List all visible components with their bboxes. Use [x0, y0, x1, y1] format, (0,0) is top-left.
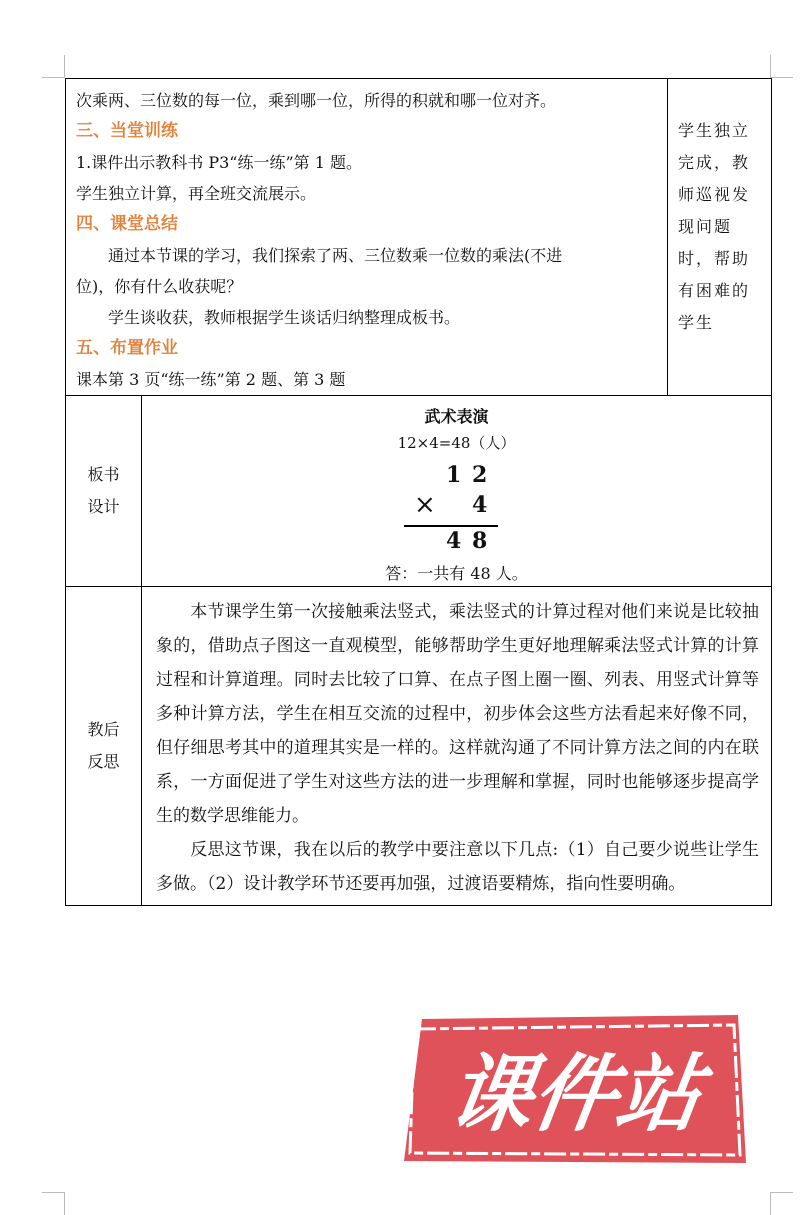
digit-multiplier: 4	[472, 492, 488, 518]
section-heading-practice: 三、当堂训练	[76, 121, 178, 141]
stamp-text: 课件站	[442, 1045, 708, 1143]
page-corner-mark	[42, 1192, 65, 1215]
text-line: 通过本节课的学习，我们探索了两、三位数乘一位数的乘法(不进	[108, 246, 563, 265]
note-line: 现问题	[678, 217, 733, 236]
digit-result-ones: 8	[472, 528, 488, 554]
note-line: 时，帮助	[678, 249, 751, 268]
text-line: 次乘两、三位数的每一位，乘到哪一位，所得的积就和哪一位对齐。	[76, 91, 557, 110]
vertical-multiplication	[404, 456, 504, 556]
digit-top-tens: 1	[446, 462, 462, 488]
lesson-plan-table	[65, 78, 772, 906]
note-line: 完成，教	[678, 153, 751, 172]
text-line: 课本第 3 页“练一练”第 2 题、第 3 题	[76, 370, 346, 389]
board-equation: 12×4=48（人）	[397, 434, 516, 452]
note-line: 学生独立	[678, 121, 751, 140]
label-line: 教后	[87, 720, 120, 739]
section-heading-summary: 四、课堂总结	[76, 214, 178, 234]
page-corner-mark	[770, 55, 793, 78]
board-design-row	[66, 396, 771, 587]
digit-result-tens: 4	[446, 528, 462, 554]
note-line: 学生	[678, 313, 715, 332]
lesson-process-cell	[66, 79, 668, 395]
board-design-label	[66, 396, 142, 586]
label-line: 反思	[87, 752, 120, 771]
label-line: 设计	[87, 497, 120, 516]
text-line: 学生独立计算，再全班交流展示。	[76, 184, 317, 203]
board-title: 武术表演	[424, 407, 489, 426]
reflection-text: 本节课学生第一次接触乘法竖式，乘法竖式的计算过程对他们来说是比较抽象的，借助点子图这一直观模型，能够帮助学生更好地理解乘法竖式计算的计算过程和计算道理。同时去比较了口算、在点子图上圈一圈、列表、用竖式计算等多种计算方法，学生在相互交流的过程中，初步体会这些方法看起来好像不同，但仔细思考其中的道理其实是一样的。这样就沟通了不同计算方法之间的内在联系，一方面促进了学生对这些方法的进一步理解和掌握，同时也能够逐步提高学生的数学思维能力。	[156, 602, 759, 826]
multiply-sign: ×	[414, 490, 436, 520]
label-line: 板书	[87, 465, 120, 484]
reflection-text: 反思这节课，我在以后的教学中要注意以下几点:（1）自己要少说些让学生多做。（2）设计教学环节还要再加强，过渡语要精炼，指向性要明确。	[156, 840, 759, 894]
reflection-label	[66, 587, 142, 905]
reflection-content	[142, 587, 771, 905]
page-corner-mark	[42, 55, 65, 78]
reflection-row	[66, 587, 771, 905]
watermark-stamp	[400, 1015, 748, 1165]
page-corner-mark	[770, 1192, 793, 1215]
lesson-process-row	[66, 79, 771, 396]
board-design-content	[142, 396, 771, 586]
reflection-paragraph	[156, 595, 759, 833]
section-heading-homework: 五、布置作业	[76, 338, 178, 358]
text-line: 1.课件出示教科书 P3“练一练”第 1 题。	[76, 153, 363, 172]
note-line: 师巡视发	[678, 185, 751, 204]
digit-top-ones: 2	[472, 462, 488, 488]
text-line: 学生谈收获，教师根据学生谈话归纳整理成板书。	[108, 308, 461, 327]
note-line: 有困难的	[678, 281, 751, 300]
board-answer: 答：一共有 48 人。	[385, 564, 528, 583]
calc-rule-line	[404, 525, 498, 527]
teacher-note-cell	[668, 79, 769, 395]
text-line: 位)，你有什么收获呢？	[76, 277, 243, 296]
reflection-paragraph	[156, 833, 759, 901]
